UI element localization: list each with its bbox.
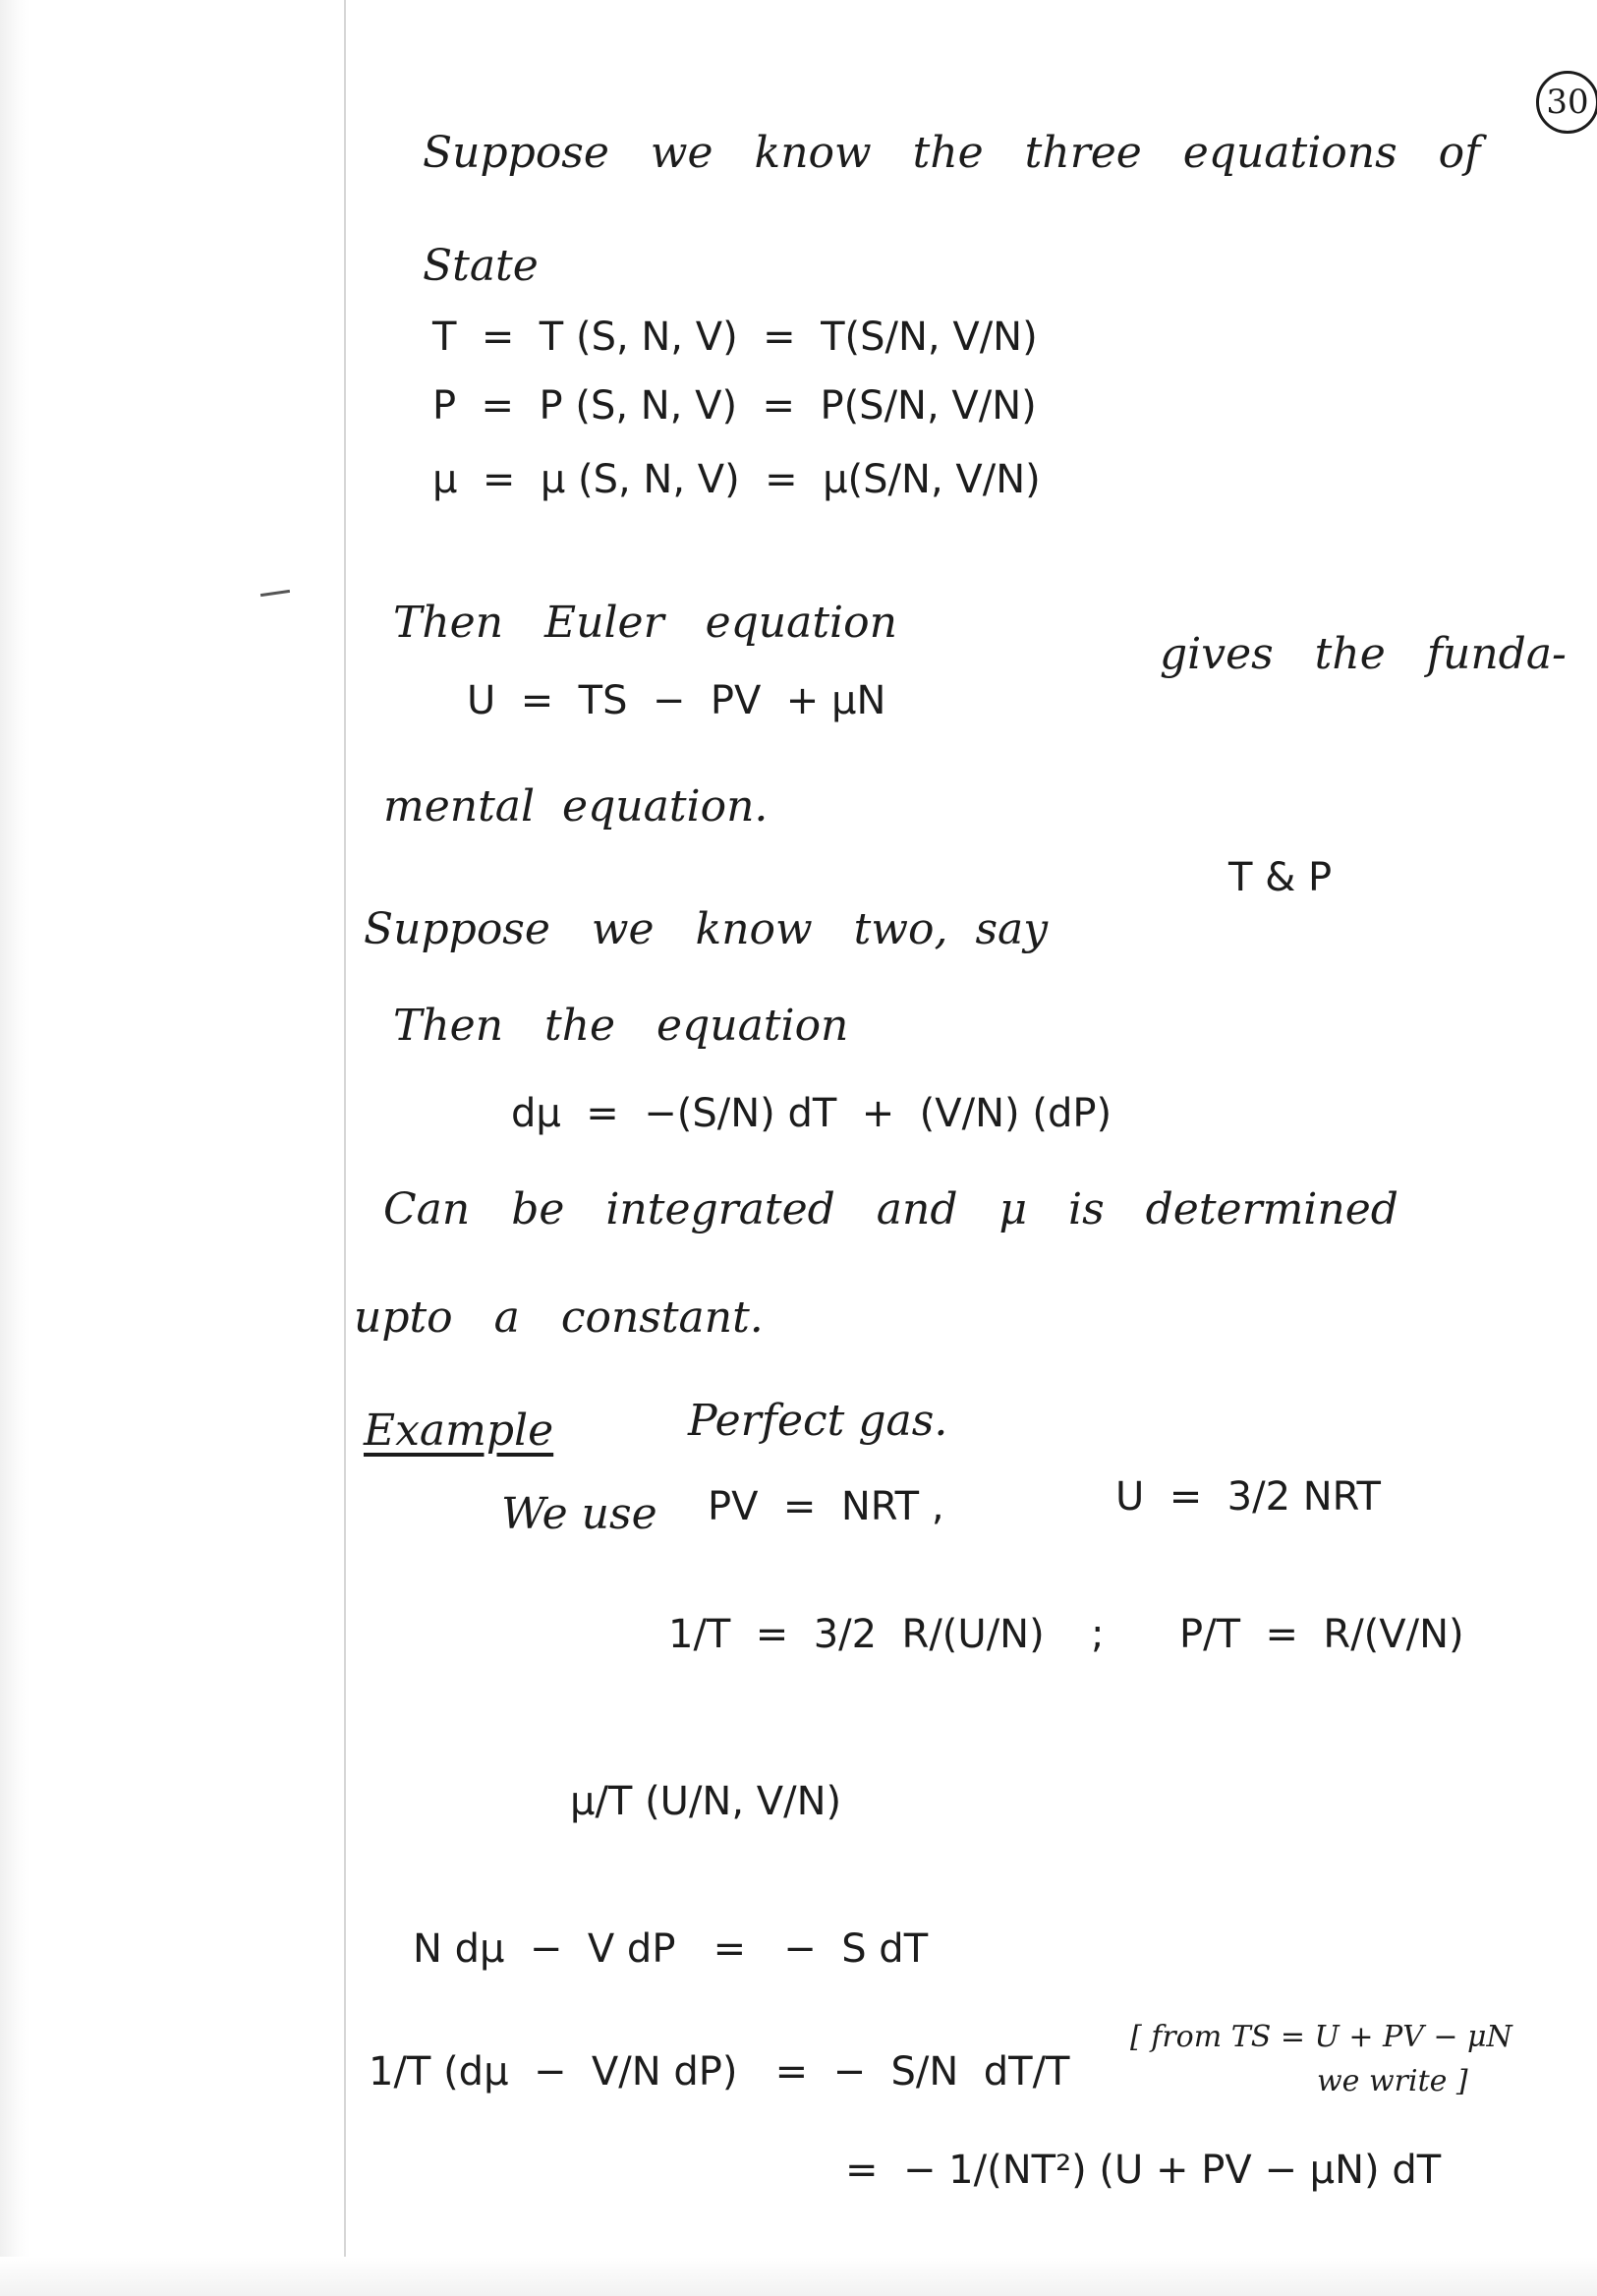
text-line: upto a constant. [354,1292,764,1343]
p-over-t-equation: P/T = R/(V/N) [1179,1612,1464,1657]
text-line: We use [501,1489,657,1539]
text-line: mental equation. [383,781,769,832]
n-dmu-equation: N dμ − V dP = − S dT [413,1926,929,1972]
bracket-note-second-line: we write ] [1317,2064,1468,2098]
equation-t: T = T (S, N, V) = T(S/N, V/N) [432,315,1038,360]
equation-mu: μ = μ (S, N, V) = μ(S/N, V/N) [432,457,1041,502]
text-line: State [423,241,539,291]
text-line: Suppose we know the three equations of [423,128,1481,178]
fraction-equation: 1/T (dμ − V/N dP) = − S/N dT/T [369,2049,1070,2095]
t-and-p: T & P [1228,855,1333,900]
mu-over-t-expression: μ/T (U/N, V/N) [570,1779,842,1824]
text-line: gives the funda- [1160,629,1567,679]
bottom-shadow [0,2257,1597,2296]
final-equation: = − 1/(NT²) (U + PV − μN) dT [845,2148,1442,2193]
text-line: Then the equation [393,1001,849,1051]
margin-mark [260,590,290,597]
energy-equation: U = 3/2 NRT [1115,1474,1381,1520]
bracket-note: [ from TS = U + PV − μN [1130,2020,1512,2054]
margin-line [344,0,346,2296]
example-heading: Example [364,1406,554,1456]
semicolon: ; [1091,1612,1105,1657]
text-line: Suppose we know two, say [364,904,1049,954]
page-number: 30 [1536,71,1597,134]
gas-law-equation: PV = NRT , [708,1484,944,1529]
equation-p: P = P (S, N, V) = P(S/N, V/N) [432,383,1037,429]
inverse-t-equation: 1/T = 3/2 R/(U/N) [668,1612,1045,1657]
text-line: Perfect gas. [688,1396,948,1446]
text-line: Then Euler equation [393,598,897,648]
euler-equation: U = TS − PV + μN [467,678,886,723]
page-edge [0,0,29,2296]
text-line: Can be integrated and μ is determined [383,1184,1398,1234]
dmu-equation: dμ = −(S/N) dT + (V/N) (dP) [511,1091,1112,1136]
